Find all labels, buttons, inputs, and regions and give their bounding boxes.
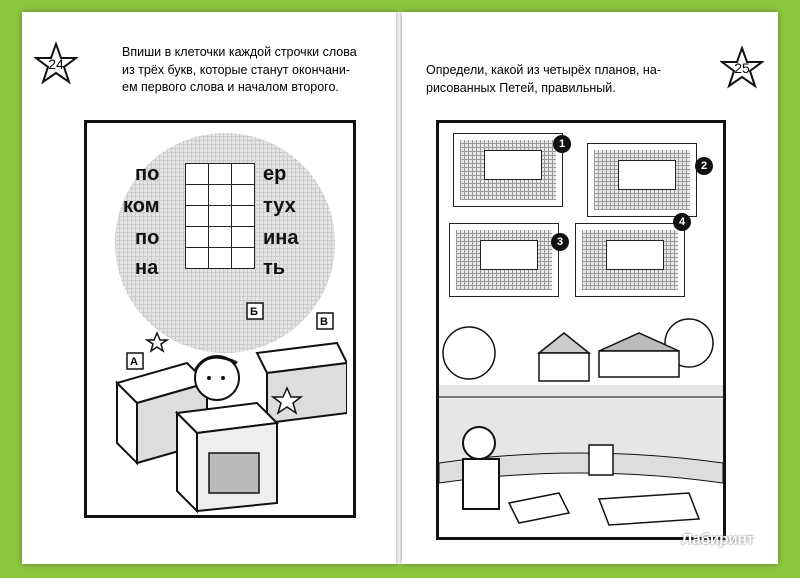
puzzle-word-left: ком — [123, 195, 160, 217]
page-number-right: 25 — [734, 60, 750, 76]
plan-map — [456, 230, 552, 290]
plan-card[interactable] — [587, 143, 697, 217]
plan-card[interactable] — [575, 223, 685, 297]
puzzle-cell[interactable] — [186, 206, 209, 227]
puzzle-cell[interactable] — [186, 248, 209, 269]
plan-number-badge: 3 — [551, 233, 569, 251]
plan-number-badge: 4 — [673, 213, 691, 231]
puzzle-cell[interactable] — [232, 227, 255, 248]
puzzle-cell[interactable] — [209, 164, 232, 185]
plan-map — [460, 140, 556, 200]
puzzle-word-right: ер — [263, 163, 287, 185]
letter-block-label: В — [320, 316, 328, 328]
illustration-frame-left — [84, 120, 356, 518]
puzzle-cell[interactable] — [209, 227, 232, 248]
letter-block-label: Б — [250, 306, 258, 318]
puzzle-cell[interactable] — [232, 185, 255, 206]
puzzle-word-right: ть — [263, 257, 286, 279]
instructions-left — [122, 44, 382, 97]
puzzle-cell[interactable] — [209, 206, 232, 227]
watermark-logo: Лабиринт — [681, 531, 754, 548]
puzzle-cell[interactable] — [209, 248, 232, 269]
plan-card[interactable] — [453, 133, 563, 207]
plan-house — [480, 240, 538, 270]
puzzle-word-right: тух — [263, 195, 296, 217]
puzzle-grid — [185, 163, 255, 269]
boxes-and-boy-illustration — [97, 293, 347, 513]
puzzle-cell[interactable] — [232, 248, 255, 269]
village-scene-illustration — [439, 313, 723, 537]
page-number-left: 24 — [48, 56, 64, 72]
puzzle-cell[interactable] — [232, 206, 255, 227]
plan-number-badge: 2 — [695, 157, 713, 175]
instruction-line: ем первого слова и началом второго. — [122, 80, 339, 94]
instruction-line: из трёх букв, которые станут окончани- — [122, 62, 350, 77]
puzzle-cell[interactable] — [186, 164, 209, 185]
puzzle-word-left: по — [135, 227, 160, 249]
plan-map — [582, 230, 678, 290]
plan-map — [594, 150, 690, 210]
plan-number-badge: 1 — [553, 135, 571, 153]
plan-house — [484, 150, 542, 180]
instruction-line: Определи, какой из четырёх планов, на- — [426, 63, 661, 77]
plan-house — [618, 160, 676, 190]
instructions-right — [426, 62, 716, 97]
puzzle-cell[interactable] — [186, 185, 209, 206]
puzzle-word-right: ина — [263, 227, 299, 249]
left-page — [22, 12, 398, 564]
puzzle-word-left: по — [135, 163, 160, 185]
letter-block-label: А — [130, 356, 138, 368]
puzzle-word-left: на — [135, 257, 159, 279]
plan-card[interactable] — [449, 223, 559, 297]
plan-house — [606, 240, 664, 270]
instruction-line: Впиши в клеточки каждой строчки слова — [122, 45, 357, 59]
illustration-frame-right — [436, 120, 726, 540]
puzzle-cell[interactable] — [186, 227, 209, 248]
instruction-line: рисованных Петей, правильный. — [426, 80, 616, 95]
puzzle-cell[interactable] — [232, 164, 255, 185]
right-page — [402, 12, 778, 564]
puzzle-cell[interactable] — [209, 185, 232, 206]
